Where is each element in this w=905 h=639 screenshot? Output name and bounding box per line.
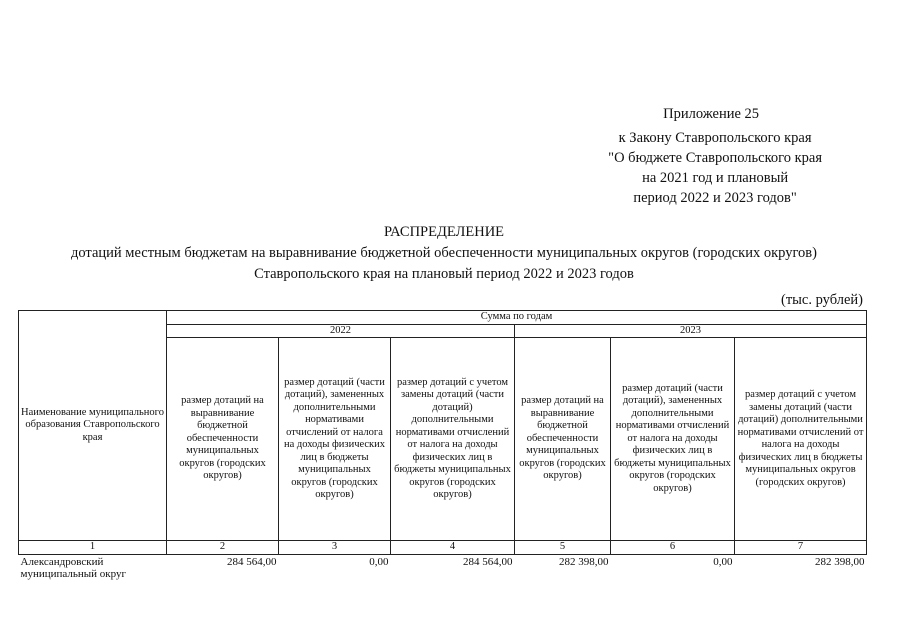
row-name: Александровский муниципальный округ — [20, 555, 127, 580]
row-value: 284 564,00 — [463, 555, 513, 568]
document-subtitle-line: дотаций местным бюджетам на выравнивание бюджетной обеспеченности муниципальных округов (городских округов) — [71, 245, 817, 261]
document-subtitle-line: Ставропольского края на плановый период 2022 и 2023 годов — [254, 266, 634, 282]
column-header: размер дотаций на выравнивание бюджетной обеспеченности муниципальных округов (городских округов) — [167, 338, 279, 541]
year-header-2022: 2022 — [167, 324, 515, 338]
column-number: 6 — [611, 541, 735, 555]
appendix-line: период 2022 и 2023 годов" — [633, 190, 797, 206]
units-label: (тыс. рублей) — [781, 292, 863, 308]
row-value: 284 564,00 — [227, 555, 277, 568]
row-value: 0,00 — [713, 555, 733, 568]
appendix-title: Приложение 25 — [663, 106, 760, 122]
column-number: 2 — [167, 541, 279, 555]
row-value: 282 398,00 — [815, 555, 865, 568]
year-header-2023: 2023 — [515, 324, 867, 338]
subsidy-table — [18, 310, 867, 582]
row-value: 282 398,00 — [559, 555, 609, 568]
row-value: 0,00 — [369, 555, 389, 568]
document-heading — [0, 222, 888, 285]
column-number: 5 — [515, 541, 611, 555]
appendix-line: "О бюджете Ставропольского края — [608, 150, 822, 166]
column-header: размер дотаций на выравнивание бюджетной обеспеченности муниципальных округов (городских округов) — [515, 338, 611, 541]
column-header: размер дотаций (части дотаций), замененных дополнительными нормативами отчислений от налога на доходы физических лиц в бюджеты муниципальных округов (городских округов) — [279, 338, 391, 541]
name-column-header: Наименование муниципального образования Ставропольского края — [19, 311, 167, 541]
appendix-block — [608, 104, 822, 208]
column-header: размер дотаций с учетом замены дотаций (части дотаций) дополнительными нормативами отчислений от налога на доходы физических лиц в бюджеты муниципальных округов (городских округов) — [735, 338, 867, 541]
document-title: РАСПРЕДЕЛЕНИЕ — [383, 224, 505, 240]
column-number: 1 — [19, 541, 167, 555]
column-header: размер дотаций (части дотаций), замененных дополнительными нормативами отчислений от налога на доходы физических лиц в бюджеты муниципальных округов (городских округов) — [611, 338, 735, 541]
column-number: 3 — [279, 541, 391, 555]
sum-by-years-header: Сумма по годам — [167, 311, 867, 325]
appendix-line: к Закону Ставропольского края — [618, 130, 812, 146]
appendix-line: на 2021 год и плановый — [642, 170, 789, 186]
column-number: 4 — [391, 541, 515, 555]
table-row — [19, 554, 867, 582]
column-header: размер дотаций с учетом замены дотаций (части дотаций) дополнительными нормативами отчислений от налога на доходы физических лиц в бюджеты муниципальных округов (городских округов) — [391, 338, 515, 541]
column-number: 7 — [735, 541, 867, 555]
